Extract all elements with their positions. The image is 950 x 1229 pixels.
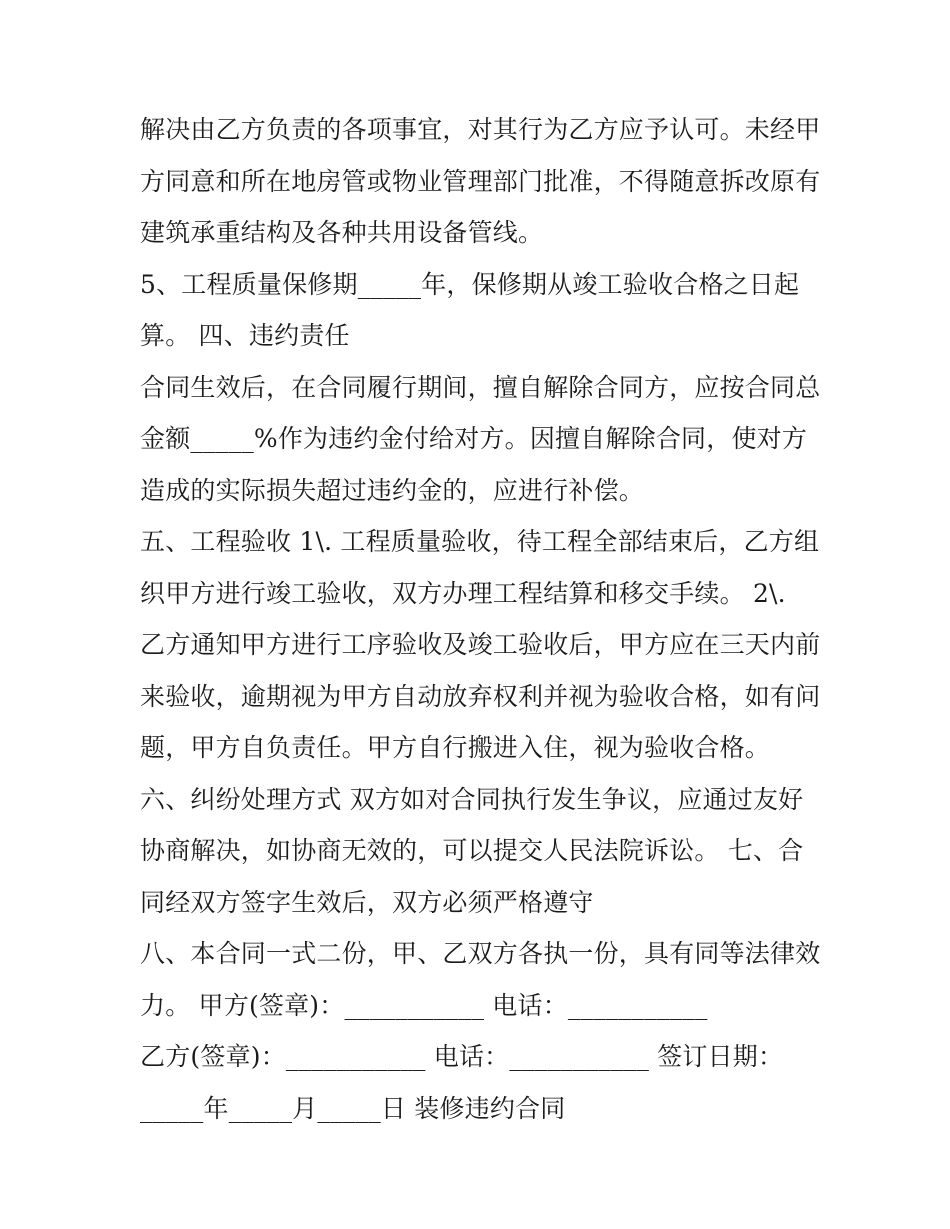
- text-line: 织甲方进行竣工验收，双方办理工程结算和移交手续。 2\.: [140, 578, 786, 608]
- text-line: 方同意和所在地房管或物业管理部门批准，不得随意拆改原有: [140, 166, 821, 196]
- text-line: 同经双方签字生效后，双方必须严格遵守: [140, 887, 594, 917]
- date-title-line: _____年_____月_____日 装修违约合同: [140, 1093, 566, 1123]
- penalty-clause-line: 金额_____%作为违约金付给对方。因擅自解除合同，使对方: [140, 424, 808, 453]
- party-b-signature-line: 乙方(签章)：___________ 电话：___________ 签订日期：: [140, 1042, 784, 1071]
- contract-text-body: [140, 104, 840, 1134]
- text-line: 协商解决，如协商无效的，可以提交人民法院诉讼。 七、合: [140, 836, 804, 865]
- section-heading-line: 五、工程验收 1\. 工程质量验收，待工程全部结束后，乙方组: [140, 527, 820, 556]
- section-heading-line: 八、本合同一式二份，甲、乙双方各执一份，具有同等法律效: [140, 939, 821, 968]
- text-line: 合同生效后，在合同履行期间，擅自解除合同方，应按合同总: [140, 372, 821, 402]
- text-line: 题，甲方自负责任。甲方自行搬进入住，视为验收合格。: [140, 733, 771, 762]
- warranty-clause-line: 5、工程质量保修期_____年，保修期从竣工验收合格之日起: [140, 269, 800, 299]
- section-heading-line: 算。 四、违约责任: [140, 321, 350, 350]
- section-heading-line: 六、纠纷处理方式 双方如对合同执行发生争议，应通过友好: [140, 784, 804, 814]
- text-line: 造成的实际损失超过违约金的，应进行补偿。: [140, 475, 645, 505]
- party-a-signature-line: 力。 甲方(签章)：___________ 电话：___________: [140, 990, 708, 1020]
- text-line: 建筑承重结构及各种共用设备管线。: [140, 218, 544, 247]
- text-line: 乙方通知甲方进行工序验收及竣工验收后，甲方应在三天内前: [140, 630, 821, 659]
- text-line: 解决由乙方负责的各项事宜，对其行为乙方应予认可。未经甲: [140, 115, 821, 144]
- text-line: 来验收，逾期视为甲方自动放弃权利并视为验收合格，如有问: [140, 681, 821, 711]
